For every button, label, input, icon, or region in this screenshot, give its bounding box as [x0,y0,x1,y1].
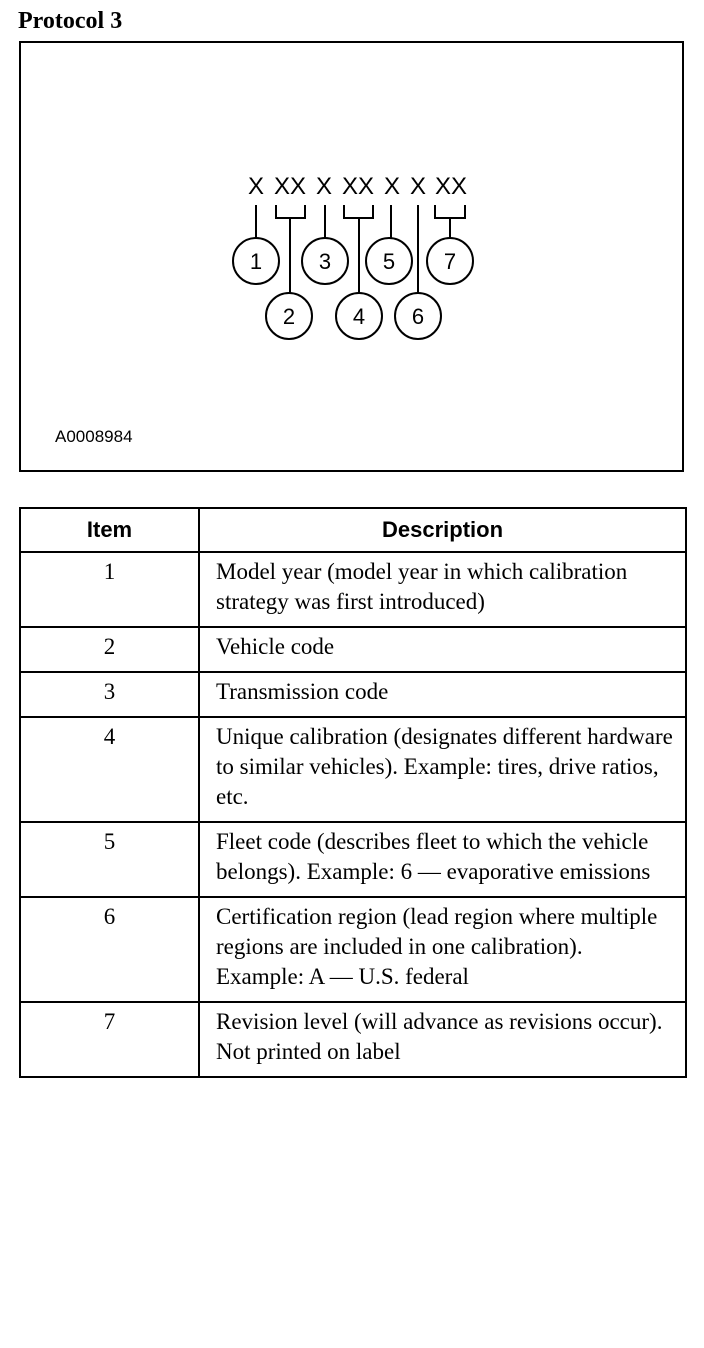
item-description: Model year (model year in which calibration strategy was first introduced) [199,552,686,627]
item-description-table [19,507,687,1078]
column-header-description: Description [199,508,686,552]
table-row [20,672,686,717]
callout-number-4: 4 [352,304,366,329]
code-char-5: X [383,173,401,200]
callout-number-5: 5 [382,249,396,274]
calibration-code-figure [19,41,684,472]
table-row [20,717,686,822]
code-char-1: X [247,173,265,200]
figure-id: A0008984 [55,427,133,446]
table-row [20,1002,686,1077]
item-description: Fleet code (describes fleet to which the vehicle belongs). Example: 6 — evaporative emissions [199,822,686,897]
code-char-2: XX [273,173,307,200]
table-header-row [20,508,686,552]
code-char-4: XX [341,173,375,200]
column-header-item: Item [20,508,199,552]
code-char-7: XX [434,173,468,200]
item-description: Vehicle code [199,627,686,672]
item-number: 3 [20,672,199,717]
table-row [20,822,686,897]
callout-number-3: 3 [318,249,332,274]
item-description: Unique calibration (designates different hardware to similar vehicles). Example: tires, drive ratios, etc. [199,717,686,822]
code-char-3: X [315,173,333,200]
callout-number-1: 1 [249,249,263,274]
calibration-code-diagram [21,43,682,470]
callout-number-6: 6 [411,304,425,329]
table-row [20,897,686,1002]
item-description: Transmission code [199,672,686,717]
callout-number-7: 7 [443,249,457,274]
table-row [20,552,686,627]
item-description: Certification region (lead region where multiple regions are included in one calibration). Example: A — U.S. federal [199,897,686,1002]
item-number: 2 [20,627,199,672]
item-number: 5 [20,822,199,897]
item-description: Revision level (will advance as revisions occur). Not printed on label [199,1002,686,1077]
item-number: 4 [20,717,199,822]
code-char-6: X [409,173,427,200]
callout-number-2: 2 [282,304,296,329]
table-row [20,627,686,672]
item-number: 7 [20,1002,199,1077]
page-title: Protocol 3 [18,8,123,34]
bracket-7 [435,205,465,218]
bracket-4 [344,205,373,218]
bracket-2 [276,205,305,218]
item-number: 1 [20,552,199,627]
item-number: 6 [20,897,199,1002]
